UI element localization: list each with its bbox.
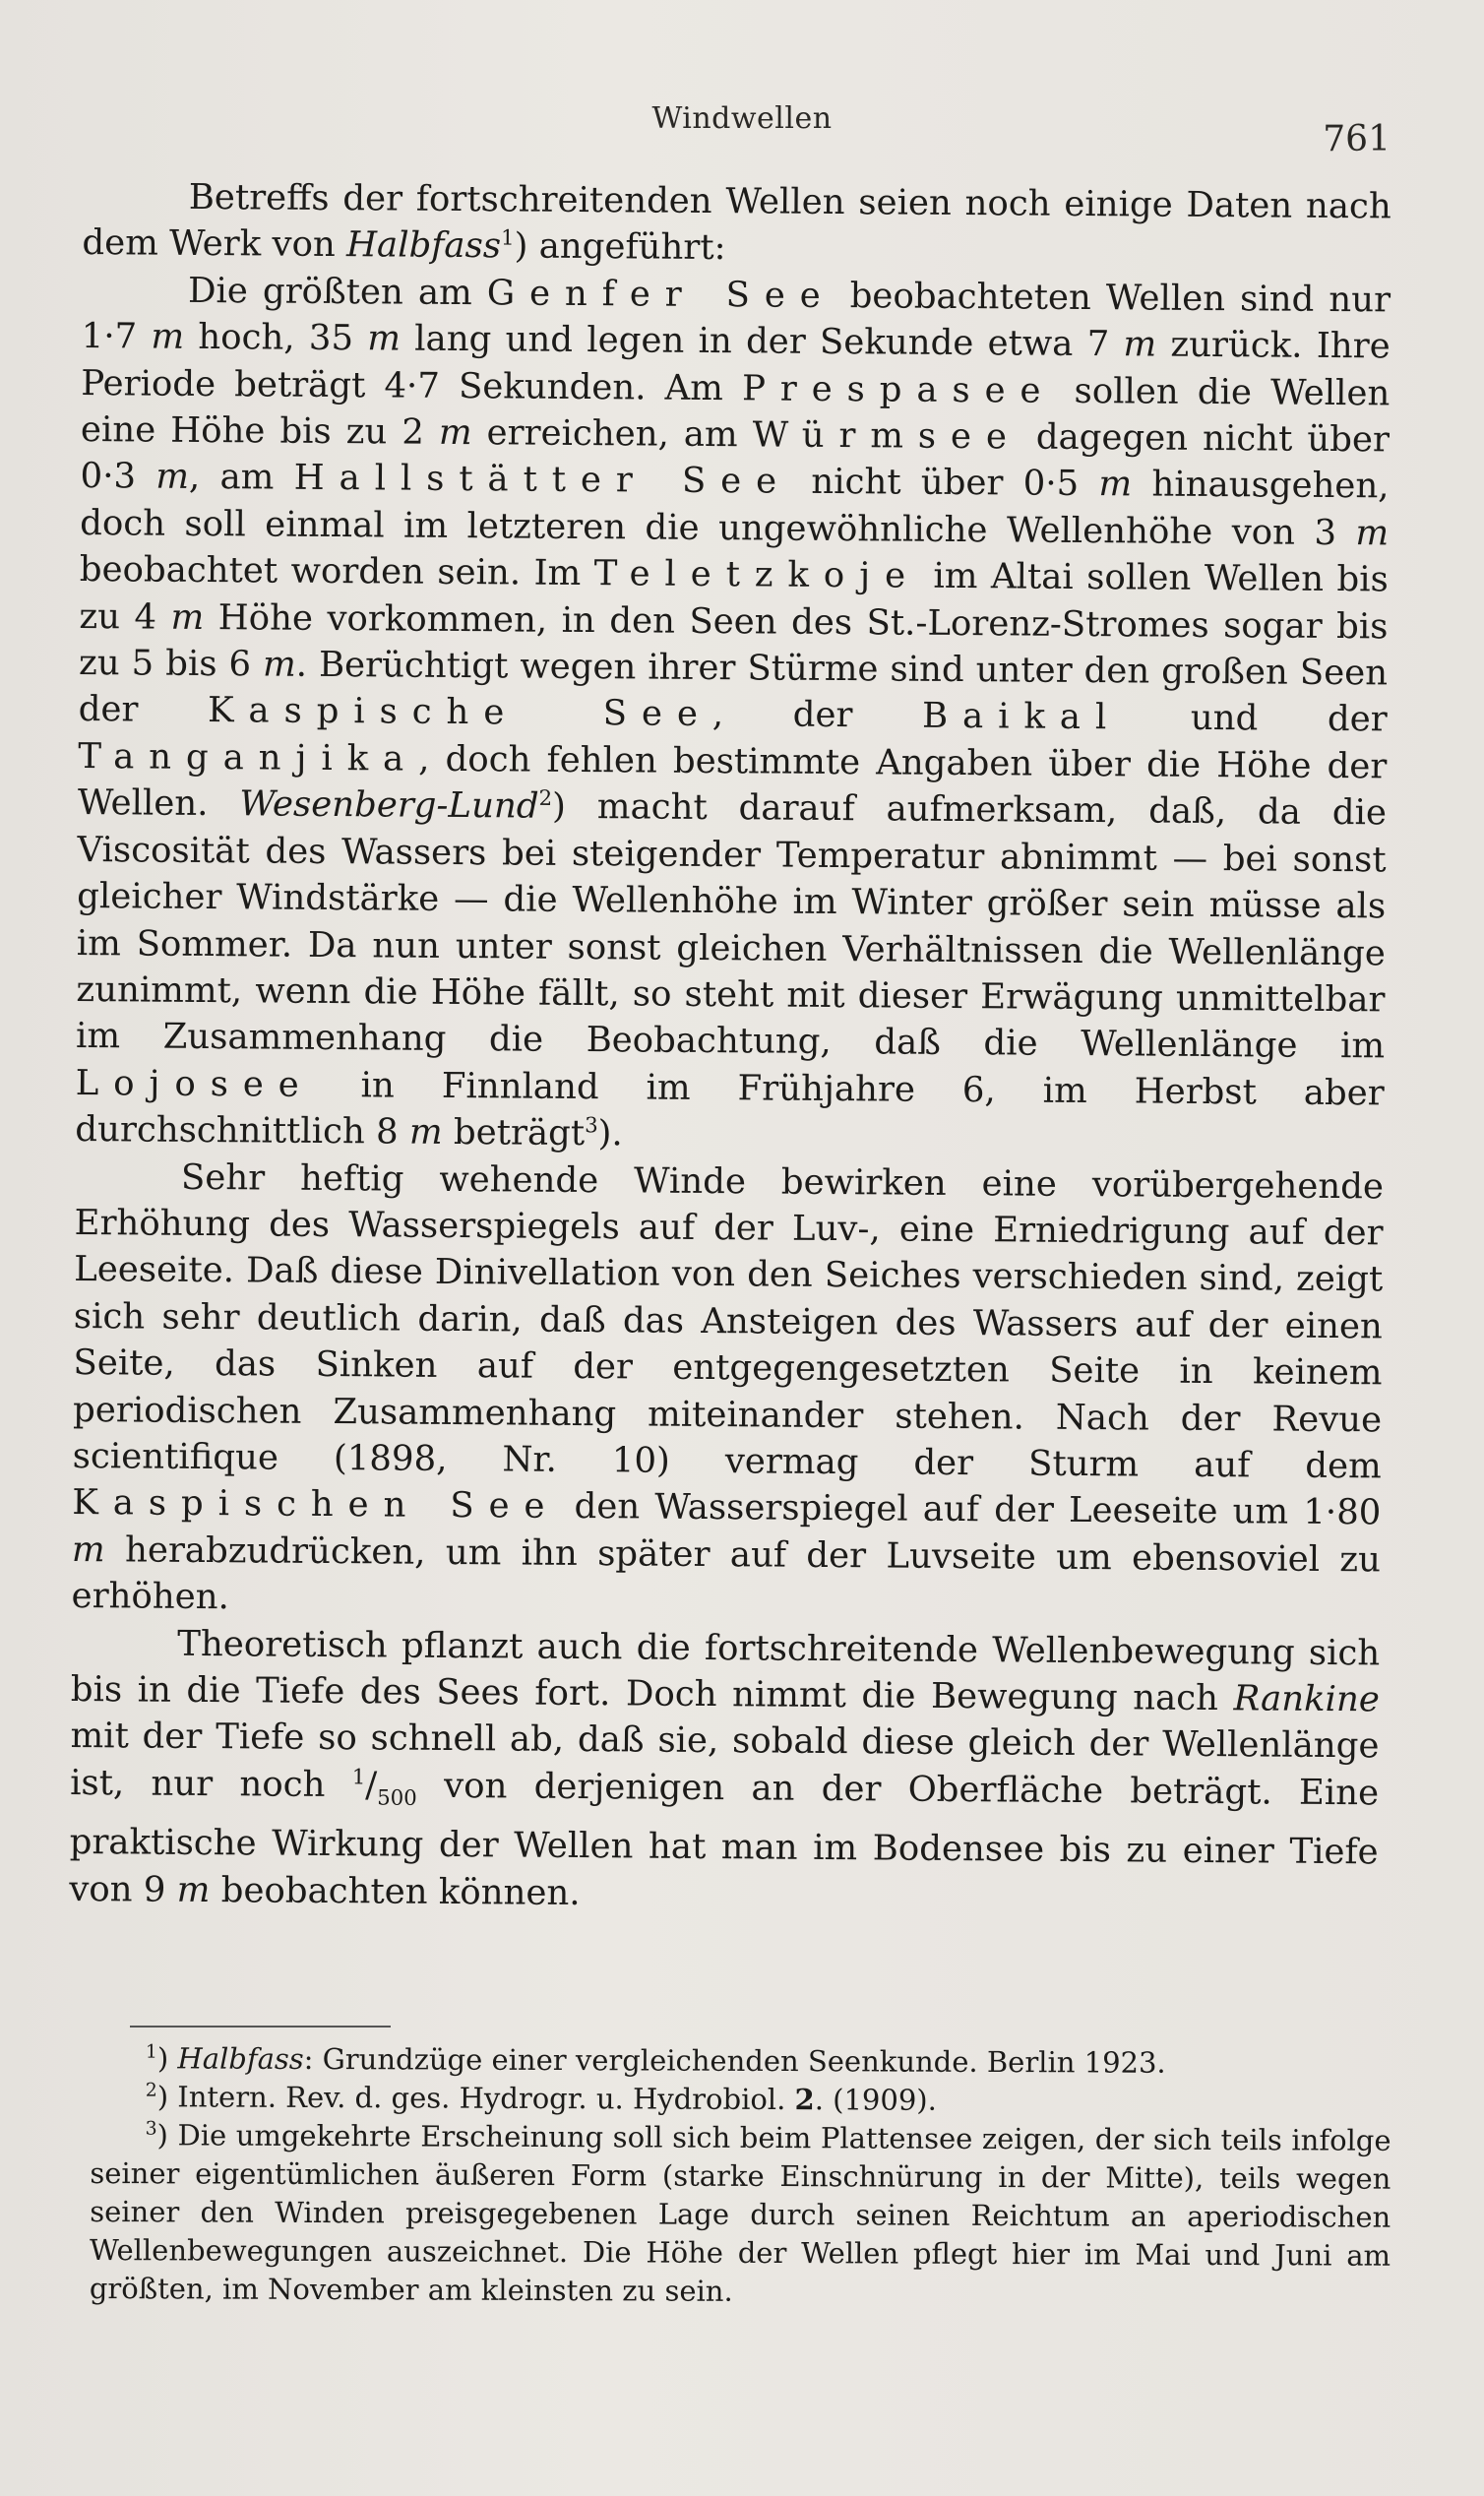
- unit: m: [176, 1869, 211, 1910]
- text-run: mit der Tiefe so schnell ab, daß sie, sobald diese gleich der Wellenlänge ist, nur noch: [69, 1716, 1380, 1806]
- footnote-2: [91, 2078, 1391, 2122]
- lake-name: Prespasee: [741, 367, 1056, 411]
- page-number: 761: [1323, 119, 1391, 159]
- text-run: ) angeführt:: [514, 225, 726, 269]
- footnote-paren: ): [156, 2041, 169, 2076]
- text-run: herabzudrücken, um ihn später auf der Luvseite um ebensoviel zu erhöhen.: [71, 1529, 1382, 1618]
- lake-name: Hallstätter See: [293, 458, 792, 503]
- author-name: Wesenberg-Lund: [239, 783, 539, 827]
- footnote-ref: 3: [585, 1113, 598, 1139]
- text-run: und der: [1121, 697, 1388, 740]
- fraction-slash: /: [365, 1765, 378, 1806]
- fraction-numerator: 1: [351, 1765, 366, 1790]
- text-run: dagegen nicht über 0·3: [80, 416, 1391, 498]
- lake-name: Baikal: [921, 696, 1122, 738]
- footnote-paren: ): [156, 2080, 169, 2114]
- unit: m: [1355, 513, 1390, 554]
- text-run: Die größten am: [187, 270, 487, 314]
- body-text: [69, 173, 1391, 1923]
- unit: m: [1098, 464, 1133, 505]
- text-run: beträgt: [442, 1112, 586, 1154]
- paragraph-2: [75, 267, 1391, 1163]
- text-run: von derjenigen an der Oberfläche beträgt. Eine praktische Wirkung der Wellen hat man im Bodensee bis zu einer Tiefe von 9: [69, 1765, 1380, 1910]
- unit: m: [170, 596, 205, 638]
- text-run: erreichen, am: [471, 412, 753, 456]
- text-run: nicht über 0·5: [790, 462, 1099, 505]
- footnote-paren: ): [156, 2118, 168, 2153]
- unit: m: [438, 411, 472, 454]
- text-run: beobachten können.: [210, 1869, 581, 1913]
- running-title: Windwellen: [651, 101, 833, 136]
- footnote-text: Die umgekehrte Erscheinung soll sich beim Plattensee zeigen, der sich teils infolge seiner eigentümlichen äußeren Form (starke Einschnürung in der Mitte), teils wegen seiner den Winden preisgegebenen Lage durch seinen Reichtum an aperiodischen Wellenbewegungen auszeichnet. Die Höhe der Wellen pflegt hier im Mai und Juni am größten, im November am kleinsten zu sein.: [89, 2118, 1391, 2308]
- footnote-divider: [130, 2026, 391, 2028]
- unit: m: [155, 457, 190, 498]
- footnote-ref: 2: [538, 786, 553, 812]
- unit: m: [367, 318, 402, 359]
- text-run: im Altai sollen Wellen bis zu 4: [79, 555, 1389, 638]
- unit: m: [408, 1111, 443, 1154]
- author-name: Rankine: [1233, 1678, 1381, 1720]
- lake-name: Genfer See: [486, 273, 835, 316]
- footnote-mark: 2: [145, 2080, 157, 2101]
- text-run: , doch fehlen bestimmte Angaben über die Höhe der Wellen.: [77, 738, 1388, 825]
- lake-name: Kaspische See: [207, 690, 713, 735]
- text-run: beobachteten Wellen sind nur 1·7: [81, 275, 1391, 357]
- running-head: [0, 101, 1484, 159]
- text-run: in Finnland im Frühjahre 6, im Herbst aber durchschnittlich 8: [75, 1064, 1385, 1153]
- unit: m: [71, 1529, 105, 1571]
- footnote-1: [91, 2039, 1391, 2084]
- lake-name: Lojosee: [75, 1062, 314, 1105]
- text-run: Theoretisch pflanzt auch die fortschreitende Wellenbewegung sich bis in die Tiefe des Sees fort. Doch nimmt die Bewegung nach: [70, 1623, 1381, 1719]
- footnote-mark: 3: [145, 2118, 157, 2140]
- footnotes: [90, 2039, 1391, 2314]
- lake-name: Teletzkoje: [593, 553, 921, 596]
- footnote-mark: 1: [145, 2041, 157, 2063]
- text-run: Höhe vorkommen, in den Seen des St.-Lorenz-Stromes sogar bis zu 5 bis 6: [78, 596, 1389, 685]
- footnote-ref: 1: [500, 225, 515, 252]
- footnote-3: [90, 2116, 1391, 2314]
- lake-name: Würmsee: [752, 414, 1022, 458]
- text-run: sollen die Wellen eine Höhe bis zu 2: [80, 370, 1391, 453]
- text-run: lang und legen in der Sekunde etwa 7: [400, 318, 1124, 365]
- text-run: ).: [597, 1113, 623, 1154]
- paragraph-1: [82, 173, 1391, 277]
- text-run: beobachtet worden sein. Im: [79, 549, 594, 594]
- author-name: Halbfass: [177, 2041, 304, 2076]
- paragraph-4: [69, 1620, 1380, 1923]
- paragraph-3: [71, 1154, 1384, 1630]
- footnote-text: . (1909).: [814, 2083, 937, 2117]
- text-run: zurück. Ihre Periode beträgt 4·7 Sekunden. Am: [81, 324, 1391, 408]
- unit: m: [262, 644, 296, 685]
- unit: m: [1123, 324, 1157, 365]
- text-run: , am: [188, 457, 294, 499]
- text-run: Sehr heftig wehende Winde bewirken eine vorübergehende Erhöhung des Wasserspiegels auf der Luv-, eine Erniedrigung auf der Leeseite. Daß diese Dinivellation von den Seiches verschieden sind, zeigt sich sehr deutlich darin, daß das Ansteigen des Wassers auf der einen Seite, das Sinken auf der entgegengesetzten Seite in keinem periodischen Zusammenhang miteinander stehen. Nach der Revue scientifique (1898, Nr. 10) vermag der Sturm auf dem: [72, 1156, 1385, 1487]
- text-run: . Berüchtigt wegen ihrer Stürme sind unter den großen Seen der: [78, 644, 1389, 731]
- text-run: den Wasserspiegel auf der Leeseite um 1·80: [559, 1486, 1382, 1533]
- text-run: , der: [711, 694, 923, 737]
- volume-number: 2: [794, 2083, 815, 2117]
- lake-name: Tanganjika: [78, 735, 419, 780]
- text-run: hinausgehen, doch soll einmal im letzteren die ungewöhnliche Wellenhöhe von 3: [80, 464, 1390, 554]
- author-name: Halbfass: [345, 224, 502, 267]
- text-run: Betreffs der fortschreitenden Wellen seien noch einige Daten nach dem Werk von: [82, 176, 1391, 266]
- lake-name: Kaspischen See: [72, 1482, 560, 1528]
- footnote-text: : Grundzüge einer vergleichenden Seenkunde. Berlin 1923.: [303, 2041, 1166, 2080]
- unit: m: [151, 316, 185, 358]
- text-run: hoch, 35: [183, 317, 368, 359]
- fraction-denominator: 500: [377, 1785, 417, 1811]
- text-run: ) macht darauf aufmerksam, daß, da die Viscosität des Wassers bei steigender Temperatur abnimmt — bei sonst gleicher Windstärke — die Wellenhöhe im Winter größer sein müsse als im Sommer. Da nun unter sonst gleichen Verhältnissen die Wellenlänge zunimmt, wenn die Höhe fällt, so steht mit dieser Erwägung unmittelbar im Zusammenhang die Beobachtung, daß die Wellenlänge im: [75, 786, 1388, 1067]
- footnote-text: Intern. Rev. d. ges. Hydrogr. u. Hydrobiol.: [177, 2080, 795, 2117]
